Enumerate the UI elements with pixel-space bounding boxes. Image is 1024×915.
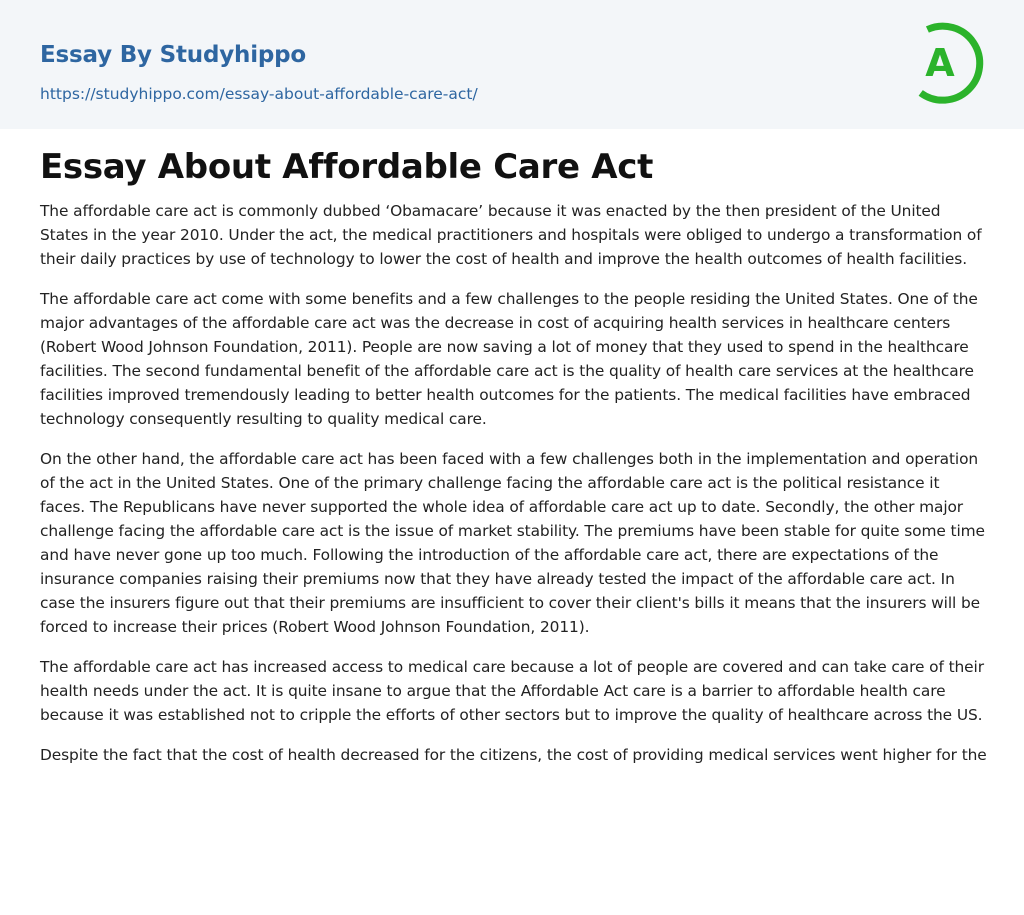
site-header — [0, 0, 1024, 129]
essay-paragraph: Despite the fact that the cost of health decreased for the citizens, the cost of providing medical services went higher for the — [40, 746, 987, 764]
studyhippo-logo-icon[interactable] — [908, 18, 990, 108]
essay-paragraph: The affordable care act is commonly dubbed ‘Obamacare’ because it was enacted by the then president of the United States in the year 2010. Under the act, the medical practitioners and hospitals were obliged to undergo a transformation of their daily practices by use of technology to lower the cost of health and improve the health outcomes of health facilities. — [40, 202, 982, 268]
page-url-link[interactable]: https://studyhippo.com/essay-about-affordable-care-act/ — [40, 85, 478, 103]
essay-paragraph: On the other hand, the affordable care act has been faced with a few challenges both in the implementation and operation of the act in the United States. One of the primary challenge facing the affordable care act is the political resistance it faces. The Republicans have never supported the whole idea of affordable care act up to date. Secondly, the other major challenge facing the affordable care act is the issue of market stability. The premiums have been stable for quite some time and have never gone up too much. Following the introduction of the affordable care act, there are expectations of the insurance companies raising their premiums now that they have already tested the impact of the affordable care act. In case the insurers figure out that their premiums are insufficient to cover their client's bills it means that the insurers will be forced to increase their prices (Robert Wood Johnson Foundation, 2011). — [40, 450, 985, 636]
essay-content — [40, 143, 988, 783]
site-name: Essay By Studyhippo — [40, 42, 307, 68]
essay-title: Essay About Affordable Care Act — [40, 147, 654, 187]
essay-paragraph: The affordable care act come with some benefits and a few challenges to the people residing the United States. One of the major advantages of the affordable care act was the decrease in cost of acquiring health services in healthcare centers (Robert Wood Johnson Foundation, 2011). People are now saving a lot of money that they used to spend in the healthcare facilities. The second fundamental benefit of the affordable care act is the quality of health care services at the healthcare facilities improved tremendously leading to better health outcomes for the patients. The medical facilities have embraced technology consequently resulting to quality medical care. — [40, 290, 978, 428]
essay-paragraph: The affordable care act has increased access to medical care because a lot of people are covered and can take care of their health needs under the act. It is quite insane to argue that the Affordable Act care is a barrier to affordable health care because it was established not to cripple the efforts of other sectors but to improve the quality of healthcare across the US. — [40, 658, 984, 724]
logo-letter: A — [925, 41, 955, 85]
